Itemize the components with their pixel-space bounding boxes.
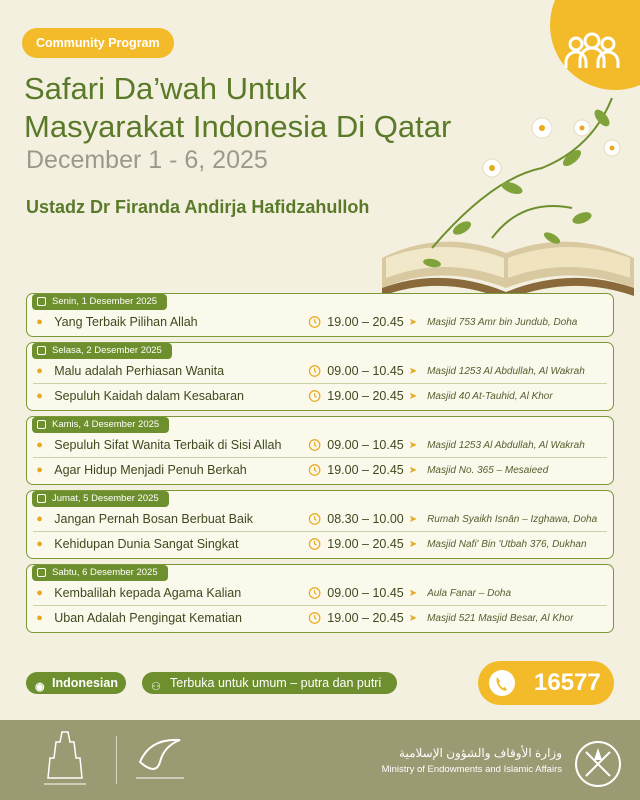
session-time: 19.00 – 20.45 [327, 315, 404, 329]
qatar-emblem [570, 736, 626, 792]
session-topic: Sepuluh Kaidah dalam Kesabaran [54, 389, 244, 403]
session-row [33, 384, 607, 408]
microphone-icon: ● [36, 538, 43, 550]
clock-icon [308, 586, 321, 600]
event-date: December 1 - 6, 2025 [26, 146, 268, 174]
location-icon: ➤ [408, 365, 418, 377]
session-time: 19.00 – 20.45 [327, 611, 404, 625]
calendar-icon [37, 568, 46, 577]
session-time: 09.00 – 10.45 [327, 586, 404, 600]
session-row [33, 359, 607, 384]
session-row [33, 606, 607, 630]
session-time: 19.00 – 20.45 [327, 389, 404, 403]
clock-icon [308, 512, 321, 526]
location-icon: ➤ [408, 587, 418, 599]
clock-icon [308, 537, 321, 551]
session-row [33, 310, 607, 334]
day-card [26, 490, 614, 559]
session-row [33, 581, 607, 606]
location-icon: ➤ [408, 513, 418, 525]
day-label [32, 417, 169, 433]
session-row [33, 532, 607, 556]
session-venue: Masjid Nafi' Bin 'Utbah 376, Dukhan [427, 538, 587, 550]
microphone-icon: ● [36, 316, 43, 328]
calendar-icon [37, 297, 46, 306]
footer-divider [116, 736, 117, 784]
people-icon: ⚇ [151, 681, 161, 693]
clock-icon [308, 315, 321, 329]
microphone-icon: ● [36, 464, 43, 476]
day-card [26, 342, 614, 411]
awqaf-logo [130, 732, 190, 788]
hotline-badge[interactable] [478, 661, 614, 705]
session-topic: Jangan Pernah Bosan Berbuat Baik [54, 512, 253, 526]
session-time: 19.00 – 20.45 [327, 537, 404, 551]
chat-icon: ◉ [35, 681, 45, 693]
day-label [32, 565, 168, 581]
session-venue: Masjid 753 Amr bin Jundub, Doha [427, 316, 578, 328]
microphone-icon: ● [36, 587, 43, 599]
microphone-icon: ● [36, 365, 43, 377]
day-label [32, 343, 172, 359]
session-time: 19.00 – 20.45 [327, 463, 404, 477]
session-venue: Masjid 40 At-Tauhid, Al Khor [427, 390, 553, 402]
location-icon: ➤ [408, 316, 418, 328]
clock-icon [308, 611, 321, 625]
session-venue: Rumah Syaikh Isnān – Izghawa, Doha [427, 513, 598, 525]
session-venue: Masjid 521 Masjid Besar, Al Khor [427, 612, 574, 624]
microphone-icon: ● [36, 513, 43, 525]
session-row [33, 507, 607, 532]
day-label-text: Jumat, 5 Desember 2025 [52, 493, 159, 504]
day-label-text: Senin, 1 Desember 2025 [52, 296, 158, 307]
session-row [33, 458, 607, 482]
footer [0, 720, 640, 800]
community-icon [560, 32, 624, 72]
clock-icon [308, 438, 321, 452]
session-topic: Uban Adalah Pengingat Kematian [54, 611, 242, 625]
location-icon: ➤ [408, 390, 418, 402]
day-label-text: Selasa, 2 Desember 2025 [52, 345, 162, 356]
audience-pill [142, 672, 397, 694]
session-topic: Kembalilah kepada Agama Kalian [54, 586, 242, 600]
session-topic: Sepuluh Sifat Wanita Terbaik di Sisi Allah [54, 438, 282, 452]
location-icon: ➤ [408, 538, 418, 550]
title-line-1: Safari Da’wah Untuk [24, 71, 307, 106]
schedule [26, 293, 614, 638]
hotline-number: 16577 [534, 669, 601, 696]
session-time: 08.30 – 10.00 [327, 512, 404, 526]
day-card [26, 564, 614, 633]
calendar-icon [37, 420, 46, 429]
session-venue: Masjid 1253 Al Abdullah, Al Wakrah [427, 365, 585, 377]
day-label-text: Sabtu, 6 Desember 2025 [52, 567, 158, 578]
clock-icon [308, 463, 321, 477]
location-icon: ➤ [408, 464, 418, 476]
session-time: 09.00 – 10.45 [327, 364, 404, 378]
day-card [26, 293, 614, 337]
microphone-icon: ● [36, 439, 43, 451]
tower-logo [40, 728, 90, 792]
ministry-arabic: وزارة الأوقاف والشؤون الإسلامية [399, 746, 562, 760]
phone-icon [488, 669, 516, 697]
calendar-icon [37, 494, 46, 503]
day-label [32, 294, 167, 310]
audience-label: Terbuka untuk umum – putra dan putri [170, 676, 382, 690]
speaker-name: Ustadz Dr Firanda Andirja Hafidzahulloh [26, 197, 370, 217]
title-line-2: Masyarakat Indonesia Di Qatar [24, 109, 452, 144]
session-row [33, 433, 607, 458]
microphone-icon: ● [36, 390, 43, 402]
session-time: 09.00 – 10.45 [327, 438, 404, 452]
language-pill [26, 672, 126, 694]
day-label [32, 491, 169, 507]
calendar-icon [37, 346, 46, 355]
day-label-text: Kamis, 4 Desember 2025 [52, 419, 160, 430]
session-topic: Agar Hidup Menjadi Penuh Berkah [54, 463, 247, 477]
session-topic: Malu adalah Perhiasan Wanita [54, 364, 225, 378]
program-badge: Community Program [22, 28, 174, 58]
location-icon: ➤ [408, 439, 418, 451]
session-venue: Aula Fanar – Doha [427, 587, 512, 599]
language-label: Indonesian [52, 676, 118, 690]
clock-icon [308, 364, 321, 378]
location-icon: ➤ [408, 612, 418, 624]
session-topic: Yang Terbaik Pilihan Allah [54, 315, 198, 329]
ministry-english: Ministry of Endowments and Islamic Affairs [381, 764, 562, 775]
session-venue: Masjid No. 365 – Mesaieed [427, 464, 549, 476]
clock-icon [308, 389, 321, 403]
microphone-icon: ● [36, 612, 43, 624]
day-card [26, 416, 614, 485]
session-venue: Masjid 1253 Al Abdullah, Al Wakrah [427, 439, 585, 451]
session-topic: Kehidupan Dunia Sangat Singkat [54, 537, 239, 551]
